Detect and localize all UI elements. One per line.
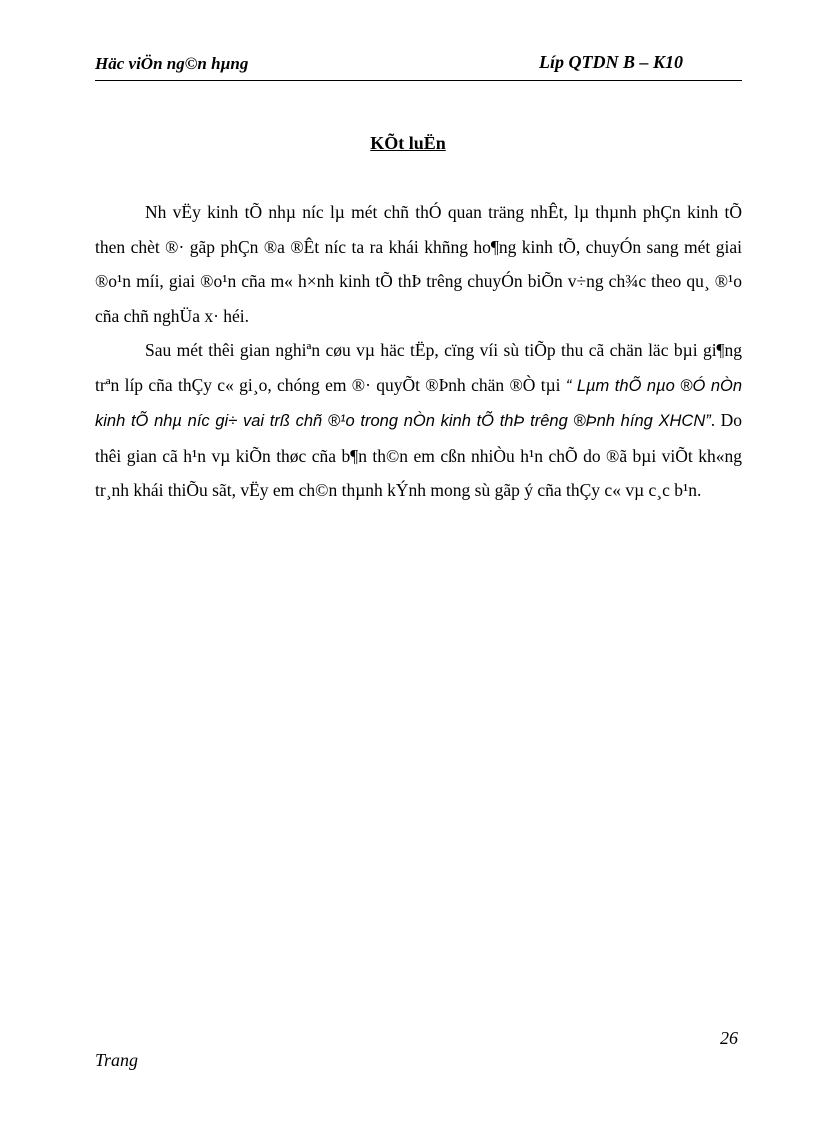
paragraph-2-text-start: Sau mét thêi gian nghiªn cøu vµ häc tËp, cïng víi sù tiÕp thu cã chän läc bµi gi¶ng trªn líp cña thÇy c« gi¸o, chóng em ®· quyÕt ®Þnh chän ®Ò tµi xyxy=(95,340,742,395)
page-number: 26 xyxy=(720,1028,738,1048)
section-title-text: KÕt luËn xyxy=(370,133,446,153)
header-class: Líp QTDN B – K10 xyxy=(539,52,683,72)
header-institution: Häc viÖn ng©n hµng xyxy=(95,54,249,73)
paragraph-2-text-end: . Do thêi gian cã h¹n vµ kiÕn thøc cña b¶n th©n em cßn nhiÒu h¹n chÕ do ®ã bµi viÕt kh«ng tr¸nh khái thiÕu sãt, vËy em ch©n thµnh kÝnh mong sù gãp ý cña thÇy c« vµ c¸c b¹n. xyxy=(95,410,743,500)
paragraph-2 xyxy=(95,333,742,508)
document-body xyxy=(95,195,742,508)
section-title xyxy=(0,133,816,154)
page-footer: Trang xyxy=(95,1050,139,1070)
paragraph-1: Nh vËy kinh tÕ nhµ níc lµ mét chñ thÓ quan träng nhÊt, lµ thµnh phÇn kinh tÕ then chèt ®· gãp phÇn ®a ®Êt níc ta ra khái khñng ho¶ng kinh tÕ, chuyÓn sang mét giai ®o¹n míi, giai ®o¹n cña m« h×nh kinh tÕ thÞ trêng chuyÓn biÕn v÷ng ch¾c theo qu¸ ®¹o cña chñ nghÜa x· héi. xyxy=(95,202,742,326)
paragraph-2-topic: “ Lµm thÕ nµo ®Ó nÒn kinh tÕ nhµ níc gi÷ vai trß chñ ®¹o trong nÒn kinh tÕ thÞ trêng ®Þnh híng XHCN” xyxy=(95,376,743,430)
page-header xyxy=(95,52,742,81)
